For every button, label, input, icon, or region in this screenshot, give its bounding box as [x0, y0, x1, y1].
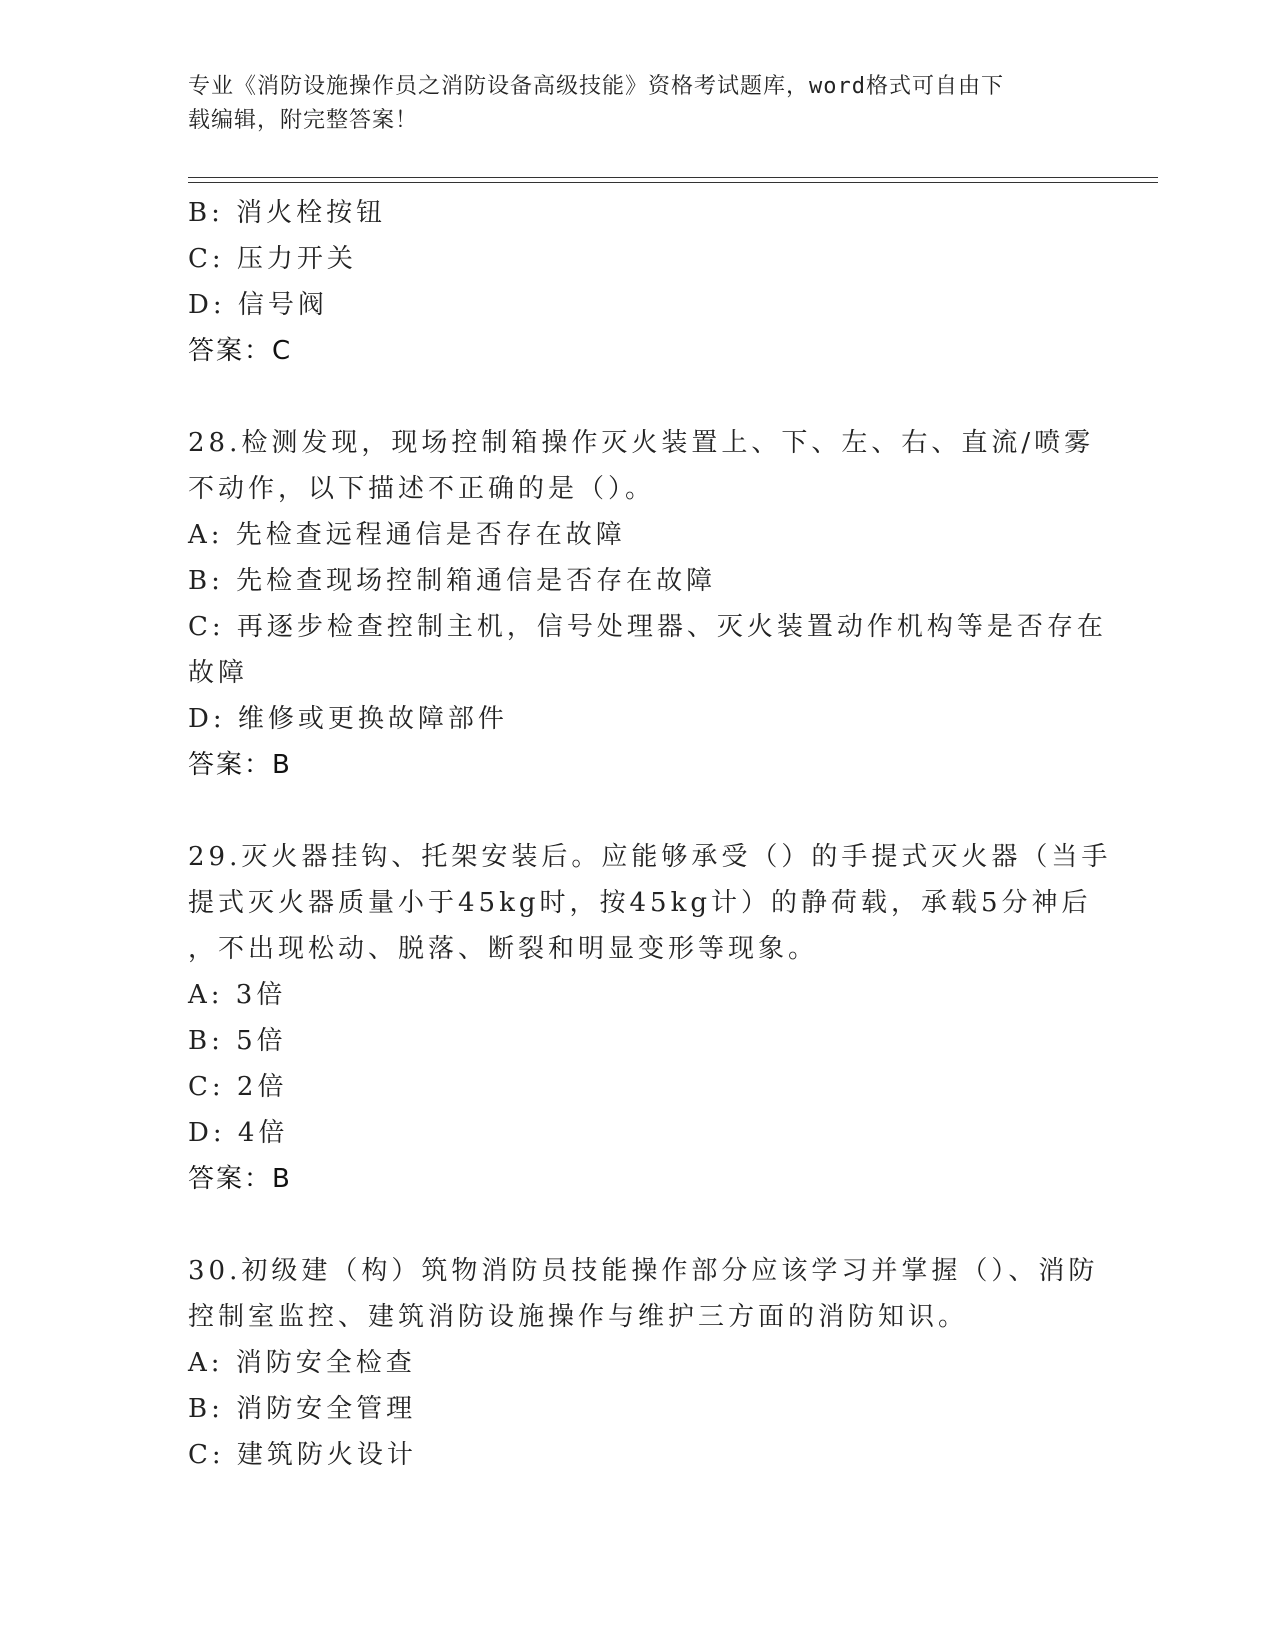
option-a: A: 3倍 [188, 980, 287, 1010]
header-line-2: 载编辑，附完整答案！ [188, 108, 419, 133]
spacer [188, 374, 1088, 420]
option-b: B: 5倍 [188, 1026, 287, 1056]
option-c-continued: 故障 [188, 658, 249, 688]
answer-line: 答案：B [188, 1164, 292, 1194]
header-divider-bottom [188, 182, 1158, 183]
question-28 [188, 420, 1107, 788]
question-27-tail [188, 190, 1088, 374]
question-stem: 28.检测发现，现场控制箱操作灭火装置上、下、左、右、直流/喷雾 [188, 428, 1095, 458]
question-stem: 控制室监控、建筑消防设施操作与维护三方面的消防知识。 [188, 1302, 969, 1332]
question-stem: 29.灭火器挂钩、托架安装后。应能够承受（）的手提式灭火器（当手 [188, 842, 1112, 872]
answer-line: 答案：C [188, 336, 293, 366]
option-a: A: 先检查远程通信是否存在故障 [188, 520, 626, 550]
spacer [188, 788, 1088, 834]
option-d: D: 信号阀 [188, 290, 328, 320]
spacer [188, 1202, 1088, 1248]
option-b: B: 先检查现场控制箱通信是否存在故障 [188, 566, 717, 596]
document-header [188, 70, 1068, 138]
option-a: A: 消防安全检查 [188, 1348, 416, 1378]
question-stem: 提式灭火器质量小于45kg时，按45kg计）的静荷载，承载5分神后 [188, 888, 1092, 918]
option-c: C: 2倍 [188, 1072, 288, 1102]
question-30 [188, 1248, 1099, 1478]
option-b: B: 消火栓按钮 [188, 198, 387, 228]
question-stem: 不动作，以下描述不正确的是（）。 [188, 474, 656, 504]
option-d: D: 维修或更换故障部件 [188, 704, 508, 734]
question-29 [188, 834, 1112, 1202]
answer-line: 答案：B [188, 750, 292, 780]
option-c: C: 建筑防火设计 [188, 1440, 417, 1470]
question-stem: ，不出现松动、脱落、断裂和明显变形等现象。 [188, 934, 819, 964]
header-divider-top [188, 177, 1158, 178]
option-c: C: 压力开关 [188, 244, 357, 274]
option-d: D: 4倍 [188, 1118, 289, 1148]
question-list [188, 190, 1112, 1478]
header-line-1: 专业《消防设施操作员之消防设备高级技能》资格考试题库，word格式可自由下 [188, 74, 1004, 99]
option-c: C: 再逐步检查控制主机，信号处理器、灭火装置动作机构等是否存在 [188, 612, 1107, 642]
question-stem: 30.初级建（构）筑物消防员技能操作部分应该学习并掌握（）、消防 [188, 1256, 1099, 1286]
option-b: B: 消防安全管理 [188, 1394, 417, 1424]
